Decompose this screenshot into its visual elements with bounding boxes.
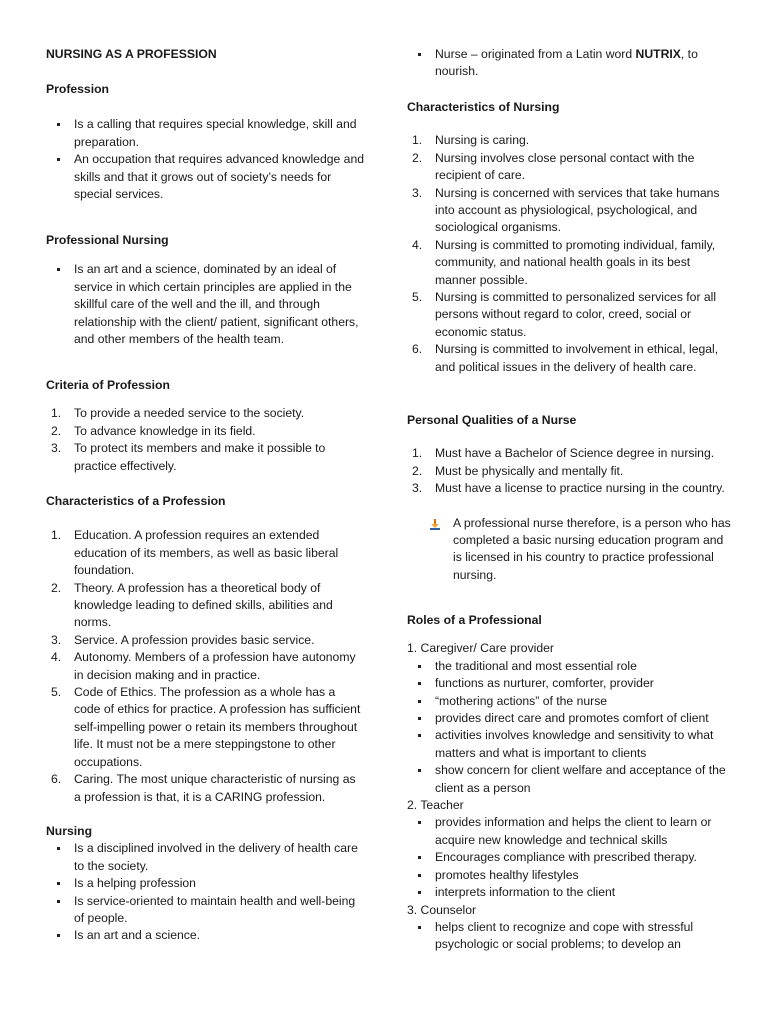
list-item: activities involves knowledge and sensitivity to what matters and what is important to clients [407, 727, 733, 762]
pin-arrow-icon [430, 519, 440, 530]
section-heading: Professional Nursing [46, 233, 169, 247]
section-heading: Personal Qualities of a Nurse [407, 413, 577, 427]
list-item: 3. Service. A profession provides basic service. [51, 632, 315, 647]
list-item: 1. Must have a Bachelor of Science degree in nursing. [412, 446, 715, 461]
list-item: Is service-oriented to maintain health and well-being of people. [46, 893, 364, 928]
section-heading: Roles of a Professional [407, 613, 542, 627]
list-item: 6. Nursing is committed to involvement in ethical, legal, and political issues in the delivery of health care. [412, 342, 719, 374]
caregiver-list [407, 658, 733, 797]
list-item: provides direct care and promotes comfort of client [407, 710, 733, 727]
list-item: 4. Nursing is committed to promoting individual, family, community, and national health goals in its best manner possible. [412, 237, 716, 287]
professional-nurse-note: A professional nurse therefore, is a person who has completed a basic nursing education program and is licensed in his country to practice professional nursing. [407, 515, 733, 585]
section-characteristics-profession [46, 493, 364, 806]
section-personal-qualities [407, 412, 733, 584]
list-item: An occupation that requires advanced knowledge and skills and that it grows out of society’s needs for special services. [46, 151, 364, 203]
list-item: 3. Nursing is concerned with services that take humans into account as physiological, psychological, and sociological organisms. [412, 185, 720, 235]
counselor-list [407, 919, 733, 954]
list-item: 6. Caring. The most unique characteristic of nursing as a profession is that, it is a CARING profession. [51, 772, 356, 804]
list-item: 2. Theory. A profession has a theoretical body of knowledge leading to defined skills, abilities and norms. [51, 580, 333, 630]
list-item: 3. To protect its members and make it possible to practice effectively. [51, 441, 326, 473]
list-item: Is an art and a science, dominated by an ideal of service in which certain principles are applied in the skillful care of the well and the ill, and through relationship with the client/ patient, significant others, and other members of the health team. [46, 261, 364, 348]
section-characteristics-nursing [407, 99, 733, 376]
list-item: 1. Education. A profession requires an extended education of its members, as well as basic liberal foundation. [51, 528, 339, 578]
section-professional-nursing [46, 232, 364, 348]
section-criteria [46, 377, 364, 475]
nursing-list [46, 840, 364, 944]
list-item: 3. Must have a license to practice nursing in the country. [412, 481, 725, 496]
personal-qualities-list [407, 445, 733, 497]
list-item: 4. Autonomy. Members of a profession have autonomy in decision making and in practice. [51, 650, 356, 682]
section-heading: Characteristics of a Profession [46, 494, 226, 508]
section-profession [46, 81, 364, 203]
list-item: 2. Must be physically and mentally fit. [412, 463, 624, 478]
role-caregiver-label: 1. Caregiver/ Care provider [407, 641, 554, 656]
characteristics-nursing-list [407, 132, 733, 376]
section-heading: Nursing [46, 824, 93, 838]
section-nursing [46, 823, 364, 945]
list-item: Nurse – originated from a Latin word NUTRIX, to nourish. [407, 46, 733, 81]
list-item: Is a helping profession [46, 875, 364, 892]
section-heading: Criteria of Profession [46, 378, 170, 392]
document-title: NURSING AS A PROFESSION [46, 47, 217, 61]
list-item: promotes healthy lifestyles [407, 867, 733, 884]
characteristics-profession-list [46, 527, 364, 806]
list-item: 2. Nursing involves close personal contact with the recipient of care. [412, 150, 695, 183]
nurse-origin [407, 46, 733, 81]
role-counselor-label: 3. Counselor [407, 902, 477, 917]
criteria-list [46, 405, 364, 475]
professional-nursing-list [46, 261, 364, 348]
teacher-list [407, 814, 733, 901]
list-item: Is a calling that requires special knowledge, skill and preparation. [46, 116, 364, 151]
list-item: show concern for client welfare and acceptance of the client as a person [407, 762, 733, 797]
list-item: functions as nurturer, comforter, provider [407, 675, 733, 692]
list-item: 1. To provide a needed service to the society. [51, 406, 305, 421]
list-item: provides information and helps the client to learn or acquire new knowledge and technical skills [407, 814, 733, 849]
section-roles [407, 612, 733, 954]
list-item: 1. Nursing is caring. [412, 133, 530, 148]
list-item: the traditional and most essential role [407, 658, 733, 675]
list-item: Encourages compliance with prescribed therapy. [407, 849, 733, 866]
list-item: Is an art and a science. [46, 927, 364, 944]
section-heading: Profession [46, 82, 109, 96]
role-teacher-label: 2. Teacher [407, 798, 464, 813]
list-item: interprets information to the client [407, 884, 733, 901]
list-item: 5. Code of Ethics. The profession as a whole has a code of ethics for practice. A profession has sufficient self-impelling power o retain its members throughout life. It must not be a mere steppingstone to other occupations. [51, 685, 361, 769]
list-item: 2. To advance knowledge in its field. [51, 423, 256, 438]
list-item: “mothering actions” of the nurse [407, 693, 733, 710]
section-heading: Characteristics of Nursing [407, 100, 560, 114]
list-item: 5. Nursing is committed to personalized services for all persons without regard to color, creed, social or economic status. [412, 290, 717, 339]
list-item: helps client to recognize and cope with stressful psychologic or social problems; to develop an [407, 919, 733, 954]
list-item: Is a disciplined involved in the delivery of health care to the society. [46, 840, 364, 875]
profession-list [46, 116, 364, 203]
